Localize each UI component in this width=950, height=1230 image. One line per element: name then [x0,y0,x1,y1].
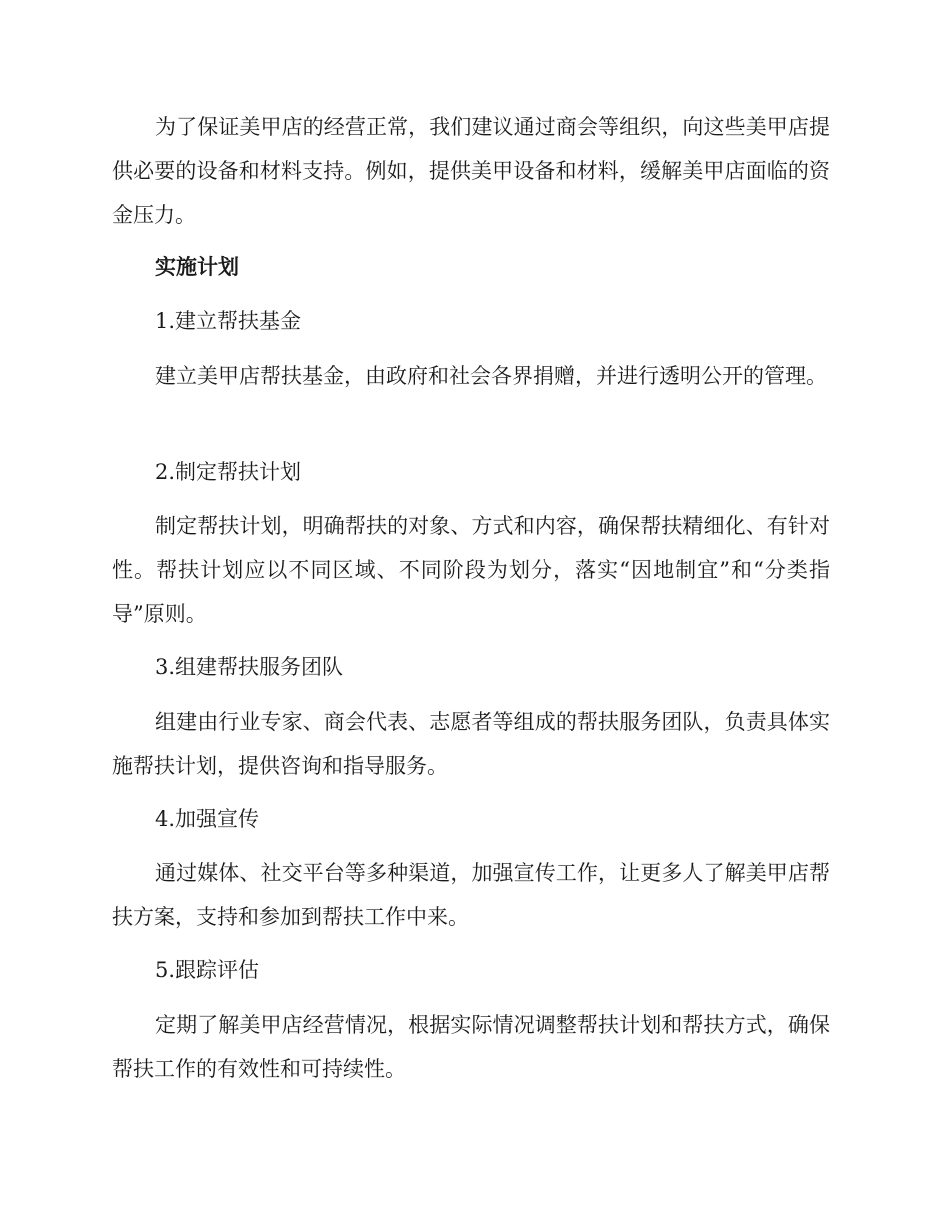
step-title: 3.组建帮扶服务团队 [155,655,344,679]
step-body: 定期了解美甲店经营情况，根据实际情况调整帮扶计划和帮扶方式，确保帮扶工作的有效性和可持续性。 [112,1013,830,1081]
step-3-body-block [112,700,830,788]
intro-paragraph: 为了保证美甲店的经营正常，我们建议通过商会等组织，向这些美甲店提供必要的设备和材料支持。例如，提供美甲设备和材料，缓解美甲店面临的资金压力。 [112,115,830,227]
step-body: 建立美甲店帮扶基金，由政府和社会各界捐赠，并进行透明公开的管理。 [155,364,827,388]
step-2-body-block [112,504,830,636]
step-title: 2.制定帮扶计划 [155,460,302,484]
section-heading-block [112,245,830,289]
step-body: 通过媒体、社交平台等多种渠道，加强宣传工作，让更多人了解美甲店帮扶方案，支持和参加到帮扶工作中来。 [112,861,830,929]
step-4-body-block [112,851,830,939]
step-title: 1.建立帮扶基金 [155,309,302,333]
step-5-body-block [112,1003,830,1091]
step-1-body-block [112,354,830,398]
step-3-title-block [112,645,830,689]
section-heading: 实施计划 [155,254,239,279]
step-body: 组建由行业专家、商会代表、志愿者等组成的帮扶服务团队，负责具体实施帮扶计划，提供咨询和指导服务。 [112,710,830,778]
step-title: 5.跟踪评估 [155,958,260,982]
step-5-title-block [112,948,830,992]
step-4-title-block [112,797,830,841]
intro-block [112,105,830,237]
step-body: 制定帮扶计划，明确帮扶的对象、方式和内容，确保帮扶精细化、有针对性。帮扶计划应以不同区域、不同阶段为划分，落实“因地制宜”和“分类指导”原则。 [112,514,830,626]
step-1-title-block [112,299,830,343]
step-title: 4.加强宣传 [155,807,260,831]
step-2-title-block [112,450,830,494]
